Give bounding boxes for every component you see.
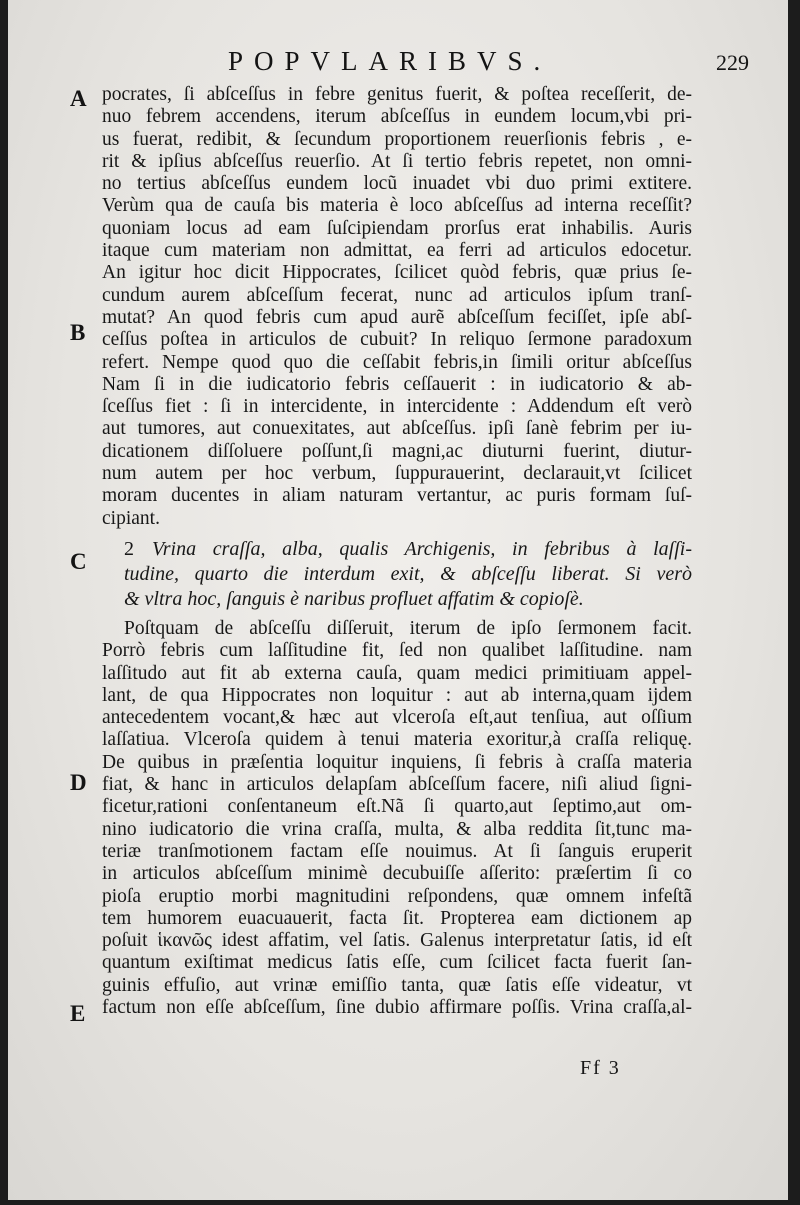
text-line: pocrates, ſi abſceſſus in febre genitus fuerit, & poſtea receſſerit, de- xyxy=(102,84,692,105)
text-line: Verùm qua de cauſa bis materia è loco abſceſſus ad interna receſſit? xyxy=(102,195,692,217)
commentary-paragraph-1 xyxy=(102,84,692,530)
text-line: nino iudicatorio die vrina craſſa, multa, & alba reddita ſit,tunc ma- xyxy=(102,818,692,840)
page-number: 229 xyxy=(716,50,749,75)
text-line: moram ducentes in aliam naturam vertantur, ac puris formam ſuſ- xyxy=(102,485,692,507)
text-line: fiat, & hanc in articulos delapſam abſceſſum facere, niſi aliud ſigni- xyxy=(102,774,692,796)
aphorism-text: Vrina craſſa, alba, qualis Archigenis, in febribus à laſſi- xyxy=(152,537,692,560)
signature-mark: Ff 3 xyxy=(580,1057,621,1079)
text-line: cundum aurem abſceſſum fecerat, nunc ad articulos ipſum tranſ- xyxy=(102,284,692,306)
margin-letter-d: D xyxy=(70,770,87,795)
margin-letter-a: A xyxy=(70,86,87,111)
margin-letter-e: E xyxy=(70,1001,86,1026)
margin-letter-c: C xyxy=(70,549,87,574)
aphorism-number: 2 xyxy=(124,537,134,560)
text-line: itaque cum materiam non admittat, ea ferri ad articulos edocetur. xyxy=(102,240,692,262)
aphorism-line: tudine, quarto die interdum exit, & abſceſſu liberat. Si verò xyxy=(124,562,692,585)
text-line: laſſitudo aut fit ab externa cauſa, quam medici primitiuam appel- xyxy=(102,662,692,684)
running-title: POPVLARIBVS. xyxy=(228,46,552,76)
text-line: De quibus in præſentia loquitur inquiens, ſi febris à craſſa materia xyxy=(102,751,692,773)
text-line: refert. Nempe quod quo die ceſſabit febris,in ſimili oritur abſceſſus xyxy=(102,351,692,373)
text-line: Nam ſi in die iudicatorio febris ceſſauerit : in iudicatorio & ab- xyxy=(102,373,692,395)
text-line: quantum exiſtimat medicus ſatis eſſe, cum ſcilicet facta fuerit ſan- xyxy=(102,952,692,974)
text-line: ficetur,rationi conſentaneum eſt.Nã ſi quarto,aut ſeptimo,aut om- xyxy=(102,796,692,818)
page-header xyxy=(8,46,788,86)
main-text xyxy=(102,84,692,1019)
text-line: antecedentem vocant,& hæc aut vlceroſa eſt,aut tenſiua, aut oſſium xyxy=(102,707,692,729)
text-line: dicationem diſſoluere poſſunt,ſi magni,ac diuturni fuerint, diutur- xyxy=(102,440,692,462)
text-line: no tertius abſceſſus eundem locũ inuadet vbi duo primi extitere. xyxy=(102,173,692,195)
text-line: ſceſſus fiet : ſi in intercidente, in intercidente : Addendum eſt verò xyxy=(102,396,692,418)
text-line: quoniam locus ad eam ſuſcipiendam prorſus erat inhabilis. Auris xyxy=(102,217,692,239)
aphorism-line: & vltra hoc, ſanguis è naribus profluet affatim & copioſè. xyxy=(124,587,584,610)
commentary-paragraph-2 xyxy=(102,618,692,1019)
text-line: num autem per hoc verbum, ſuppurauerint, declarauit,vt ſcilicet xyxy=(102,463,692,485)
text-line: pioſa eruptio morbi magnitudini reſpondens, quæ omnem infeſtã xyxy=(102,885,692,907)
book-page xyxy=(8,0,788,1200)
text-line: us fuerat, redibit, & ſecundum proportionem reuerſionis febris , e- xyxy=(102,128,692,150)
text-line: ceſſus poſtea in articulos de cubuit? In reliquo ſermone paradoxum xyxy=(102,329,692,351)
text-line: lant, de qua Hippocrates non loquitur : aut ab interna,quam ijdem xyxy=(102,684,692,706)
aphorism-quotation xyxy=(102,537,692,612)
text-line: poſuit ἱκανῶς idest affatim, vel ſatis. Galenus interpretatur ſatis, id eſt xyxy=(102,930,692,952)
text-line: cipiant. xyxy=(102,507,160,529)
text-line: aut tumores, aut conuexitates, aut abſceſſus. ipſi ſanè febrim per iu- xyxy=(102,418,692,440)
text-line: tem humorem euacuauerit, facta ſit. Propterea eam dictionem ap xyxy=(102,907,692,929)
text-line: rit & ipſius abſceſſus reuerſio. At ſi tertio febris repetet, non omni- xyxy=(102,150,692,172)
text-line: in articulos abſceſſum minimè decubuiſſe aſſerito: præſertim ſi co xyxy=(102,863,692,885)
text-line: nuo febrem accendens, iterum abſceſſus in eundem locum,vbi pri- xyxy=(102,106,692,128)
text-line: Poſtquam de abſceſſu diſſeruit, iterum de ipſo ſermonem facit. xyxy=(124,617,692,639)
text-line: factum non eſſe abſceſſum, ſine dubio affirmare poſſis. Vrina craſſa,al- xyxy=(102,996,692,1018)
text-line: mutat? An quod febris cum apud aurẽ abſceſſum feciſſet, ipſe abſ- xyxy=(102,306,692,328)
text-line: guinis effuſio, aut vrinæ emiſſio tanta, quæ ſatis eſſe videatur, vt xyxy=(102,974,692,996)
text-line: An igitur hoc dicit Hippocrates, ſcilicet quòd febris, quæ prius ſe- xyxy=(102,262,692,284)
text-line: laſſatiua. Vlceroſa quidem à tenui materia exoritur,à craſſa reliquę. xyxy=(102,729,692,751)
text-line: teriæ tranſmotionem factam eſſe nouimus. At ſi ſanguis eruperit xyxy=(102,840,692,862)
aphorism-first-line xyxy=(124,537,692,562)
text-line: Porrò febris cum laſſitudine fit, ſed non qualibet laſſitudine. nam xyxy=(102,640,692,662)
margin-letter-b: B xyxy=(70,320,86,345)
